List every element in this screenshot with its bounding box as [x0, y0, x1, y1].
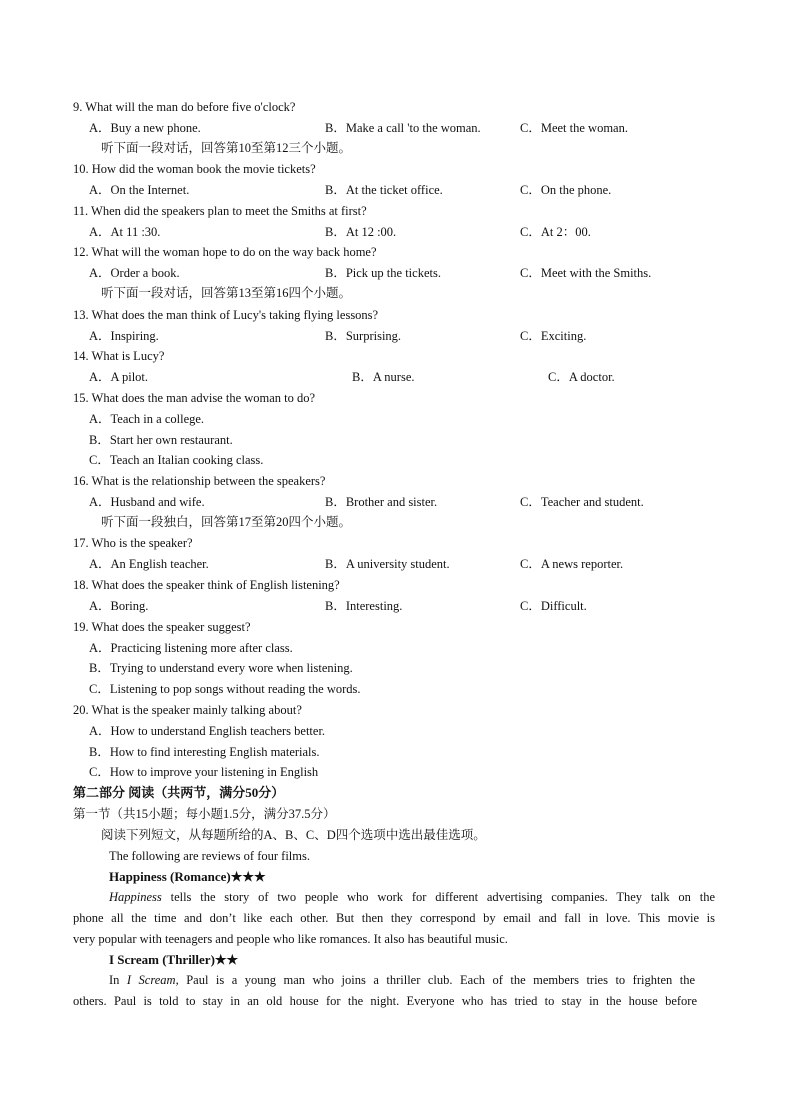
q16-option-b: B．Brother and sister.	[325, 495, 438, 509]
listening-direction-3: 听下面一段独白，回答第17至第20四个小题。	[101, 515, 352, 529]
film1-line2	[73, 908, 715, 928]
section1-heading: 第一节（共15小题；每小题1.5分，满分37.5分）	[73, 807, 336, 821]
question-18: 18. What does the speaker think of English listening?	[73, 578, 340, 592]
film1-title: Happiness (Romance)★★★	[109, 869, 266, 884]
q14-option-a: A．A pilot.	[89, 370, 149, 384]
q12-option-a: A．Order a book.	[89, 266, 180, 280]
question-12: 12. What will the woman hope to do on the way back home?	[73, 245, 377, 259]
q11-option-b: B．At 12 :00.	[325, 225, 397, 239]
reviews-intro: The following are reviews of four films.	[109, 849, 310, 863]
film1-line3: very popular with teenagers and people who like romances. It also has beautiful music.	[73, 932, 508, 946]
q14-option-b: B．A nurse.	[352, 370, 415, 384]
q17-option-a: A．An English teacher.	[89, 557, 209, 571]
q10-option-c: C．On the phone.	[520, 183, 612, 197]
q11-option-a: A．At 11 :30.	[89, 225, 161, 239]
q15-option-b: B．Start her own restaurant.	[89, 433, 233, 447]
q13-option-b: B．Surprising.	[325, 329, 402, 343]
q9-option-a: A．Buy a new phone.	[89, 121, 201, 135]
question-20: 20. What is the speaker mainly talking about?	[73, 703, 302, 717]
question-11: 11. When did the speakers plan to meet the Smiths at first?	[73, 204, 367, 218]
film1-line1	[109, 887, 715, 907]
q12-option-b: B．Pick up the tickets.	[325, 266, 441, 280]
q17-option-c: C．A news reporter.	[520, 557, 624, 571]
question-15: 15. What does the man advise the woman to do?	[73, 391, 316, 405]
question-14: 14. What is Lucy?	[73, 349, 165, 363]
part2-heading: 第二部分 阅读（共两节，满分50分）	[73, 785, 285, 800]
listening-direction-1: 听下面一段对话，回答第10至第12三个小题。	[101, 141, 352, 155]
q15-option-a: A．Teach in a college.	[89, 412, 205, 426]
question-9: 9. What will the man do before five o'clock?	[73, 100, 296, 114]
q19-option-b: B．Trying to understand every wore when listening.	[89, 661, 353, 675]
film2-name: I Scream,	[126, 973, 179, 987]
film2-line2-text: others. Paul is told to stay in an old house for the night. Everyone who has tried to stay in the house before	[73, 994, 697, 1008]
question-16: 16. What is the relationship between the speakers?	[73, 474, 326, 488]
q10-option-b: B．At the ticket office.	[325, 183, 443, 197]
q15-option-c: C．Teach an Italian cooking class.	[89, 453, 264, 467]
q9-option-c: C．Meet the woman.	[520, 121, 628, 135]
q19-option-c: C．Listening to pop songs without reading the words.	[89, 682, 361, 696]
q19-option-a: A．Practicing listening more after class.	[89, 641, 293, 655]
film1-line2-text: phone all the time and don’t like each other. But then they correspond by email and fall in love. This movie is	[73, 911, 715, 925]
listening-direction-2: 听下面一段对话，回答第13至第16四个小题。	[101, 286, 352, 300]
q9-option-b: B．Make a call 'to the woman.	[325, 121, 481, 135]
film1-name: Happiness	[109, 890, 162, 904]
q12-option-c: C．Meet with the Smiths.	[520, 266, 652, 280]
q18-option-b: B．Interesting.	[325, 599, 403, 613]
question-13: 13. What does the man think of Lucy's taking flying lessons?	[73, 308, 379, 322]
q20-option-c: C．How to improve your listening in English	[89, 765, 319, 779]
q20-option-a: A．How to understand English teachers better.	[89, 724, 326, 738]
q13-option-c: C．Exciting.	[520, 329, 587, 343]
reading-direction: 阅读下列短文，从每题所给的A、B、C、D四个选项中选出最佳选项。	[101, 828, 486, 842]
q17-option-b: B．A university student.	[325, 557, 450, 571]
question-19: 19. What does the speaker suggest?	[73, 620, 251, 634]
film2-line1-text: Paul is a young man who joins a thriller club. Each of the members tries to frighten the	[178, 973, 696, 987]
film1-line1-text: tells the story of two people who work for different advertising companies. They talk on the	[161, 890, 715, 904]
film2-line2	[73, 991, 697, 1011]
question-17: 17. Who is the speaker?	[73, 536, 193, 550]
film2-line1	[109, 970, 695, 990]
q16-option-c: C．Teacher and student.	[520, 495, 644, 509]
q18-option-a: A．Boring.	[89, 599, 149, 613]
film2-prefix: In	[109, 973, 127, 987]
q14-option-c: C．A doctor.	[548, 370, 615, 384]
question-10: 10. How did the woman book the movie tickets?	[73, 162, 316, 176]
film2-title: I Scream (Thriller)★★	[109, 952, 239, 967]
q11-option-c: C．At 2：00.	[520, 225, 591, 239]
q18-option-c: C．Difficult.	[520, 599, 587, 613]
q13-option-a: A．Inspiring.	[89, 329, 159, 343]
q16-option-a: A．Husband and wife.	[89, 495, 205, 509]
q20-option-b: B．How to find interesting English materials.	[89, 745, 320, 759]
q10-option-a: A．On the Internet.	[89, 183, 190, 197]
